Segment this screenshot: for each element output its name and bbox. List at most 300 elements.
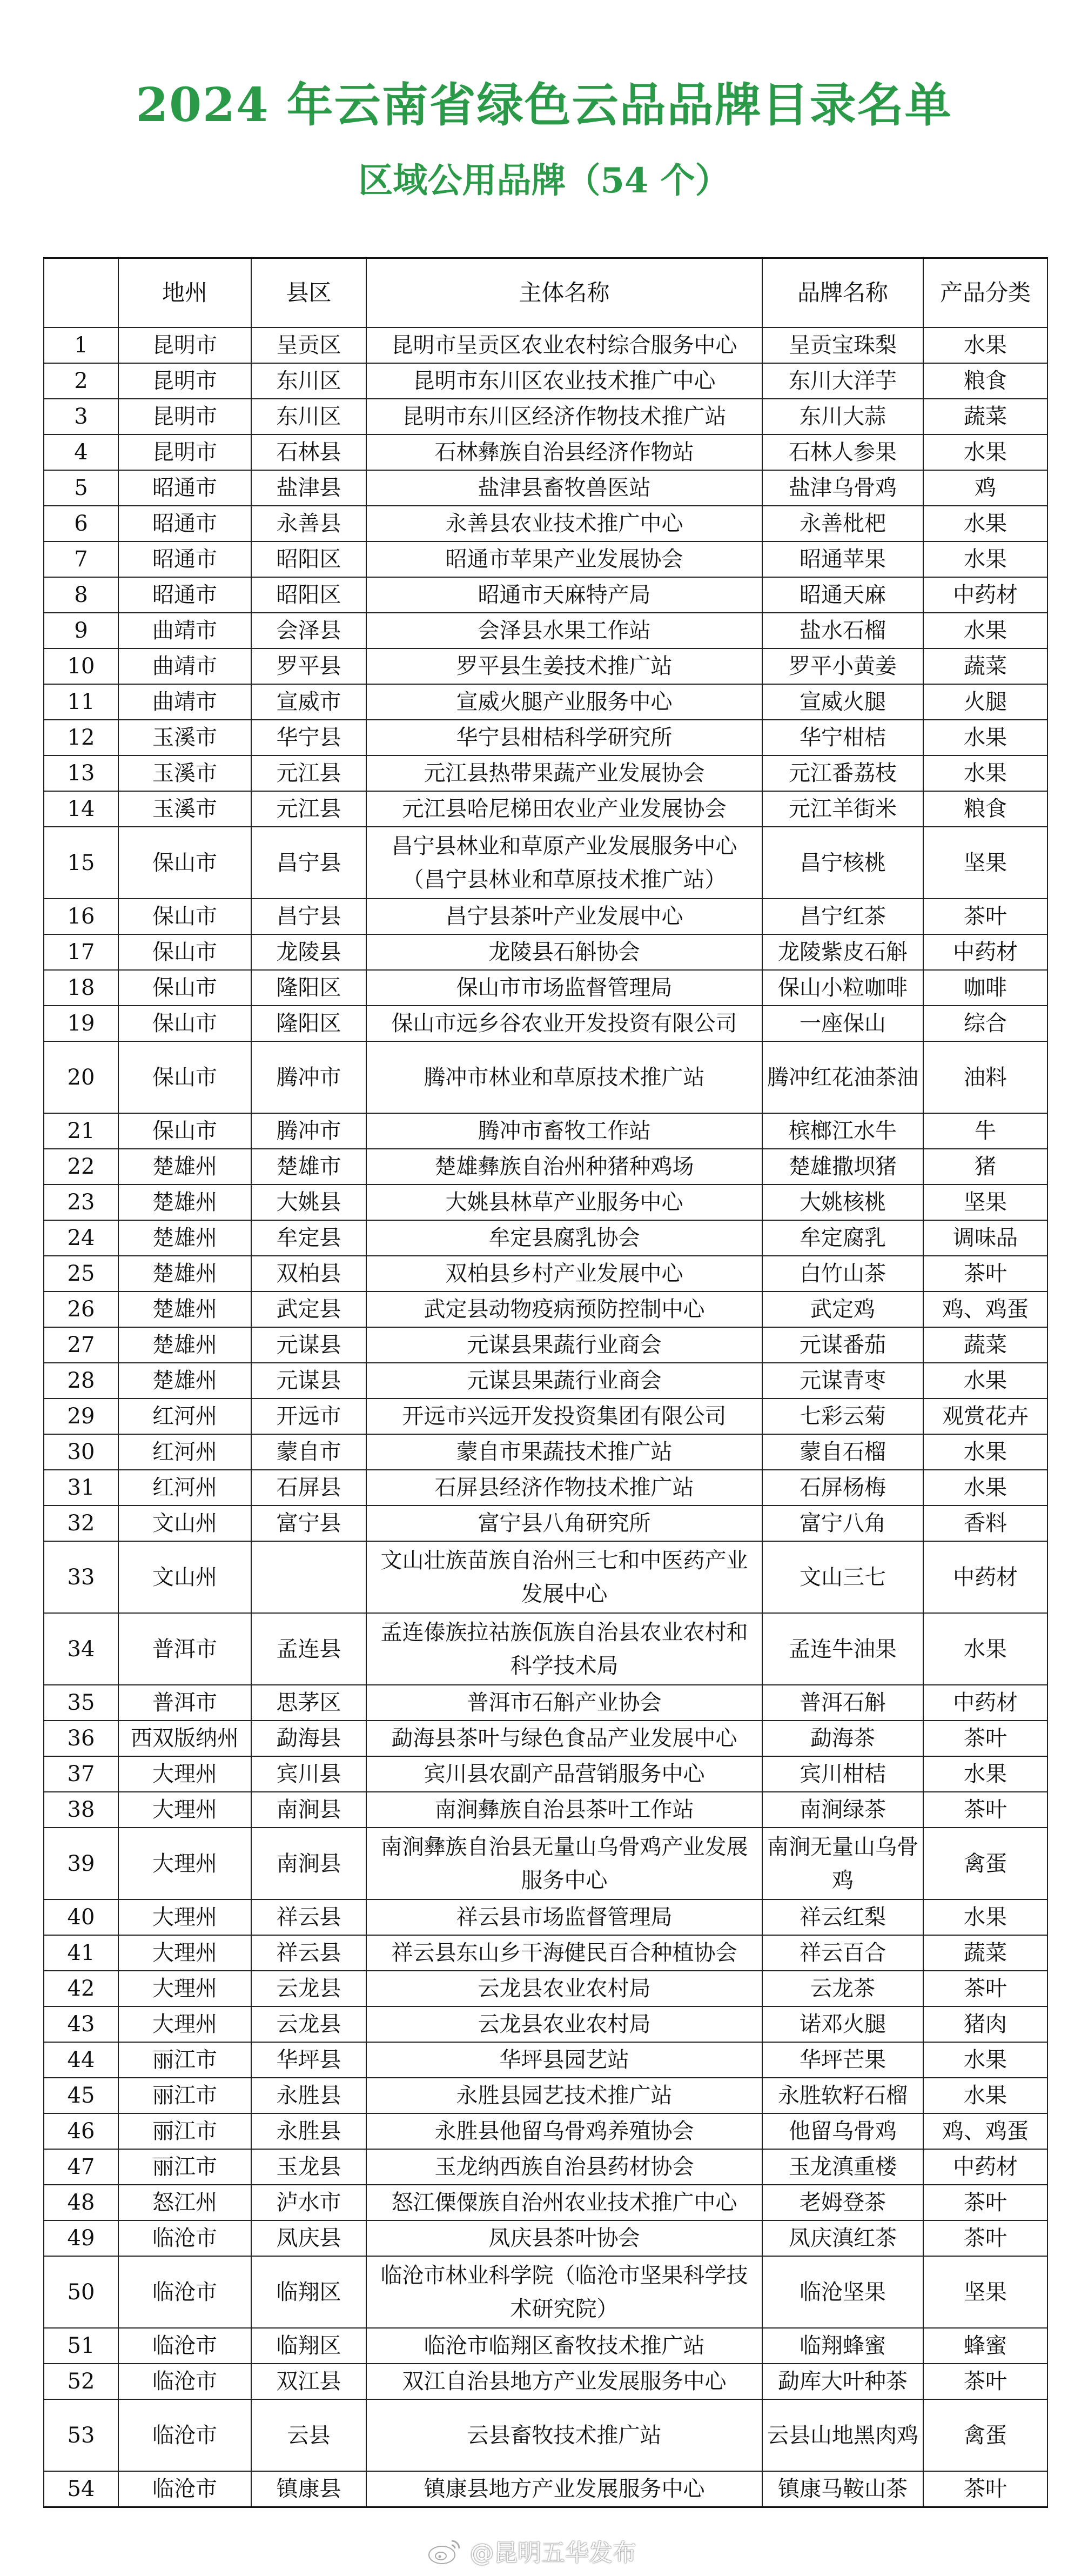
row-prefecture: 昭通市	[118, 470, 251, 506]
row-prefecture: 玉溪市	[118, 755, 251, 791]
row-brand: 元江番荔枝	[762, 755, 923, 791]
table-row	[44, 1220, 1047, 1256]
table-row	[44, 1756, 1047, 1792]
row-brand: 元谋番茄	[762, 1327, 923, 1363]
row-category: 茶叶	[923, 2364, 1047, 2399]
row-county: 泸水市	[251, 2185, 366, 2220]
row-entity: 文山壮族苗族自治州三七和中医药产业发展中心	[366, 1541, 762, 1613]
row-brand: 武定鸡	[762, 1292, 923, 1327]
row-brand: 楚雄撒坝猪	[762, 1149, 923, 1185]
row-index: 50	[44, 2256, 118, 2328]
row-prefecture: 文山州	[118, 1541, 251, 1613]
row-prefecture: 昆明市	[118, 399, 251, 434]
table-row	[44, 648, 1047, 684]
row-index: 16	[44, 899, 118, 934]
row-county: 昭阳区	[251, 541, 366, 577]
row-index: 30	[44, 1434, 118, 1470]
row-category: 调味品	[923, 1220, 1047, 1256]
table-row	[44, 2256, 1047, 2328]
table-row	[44, 1613, 1047, 1685]
row-entity: 盐津县畜牧兽医站	[366, 470, 762, 506]
row-county: 龙陵县	[251, 934, 366, 970]
table-body	[44, 327, 1047, 2507]
header-entity: 主体名称	[366, 258, 762, 328]
table-header-row	[44, 258, 1047, 328]
row-county: 昭阳区	[251, 577, 366, 613]
row-brand: 牟定腐乳	[762, 1220, 923, 1256]
row-county: 祥云县	[251, 1935, 366, 1971]
row-county: 蒙自市	[251, 1434, 366, 1470]
row-prefecture: 红河州	[118, 1470, 251, 1506]
table-row	[44, 2364, 1047, 2399]
table-row	[44, 2185, 1047, 2220]
row-entity: 祥云县市场监督管理局	[366, 1899, 762, 1935]
row-index: 29	[44, 1399, 118, 1434]
row-brand: 华宁柑桔	[762, 720, 923, 755]
row-county: 华坪县	[251, 2042, 366, 2078]
table-row	[44, 2399, 1047, 2471]
header-brand: 品牌名称	[762, 258, 923, 328]
row-category: 蔬菜	[923, 1327, 1047, 1363]
row-county: 东川区	[251, 399, 366, 434]
row-county: 昌宁县	[251, 899, 366, 934]
row-entity: 保山市远乡谷农业开发投资有限公司	[366, 1006, 762, 1041]
row-prefecture: 普洱市	[118, 1685, 251, 1721]
row-entity: 元江县哈尼梯田农业产业发展协会	[366, 791, 762, 827]
table-row	[44, 970, 1047, 1006]
row-brand: 富宁八角	[762, 1506, 923, 1541]
row-prefecture: 临沧市	[118, 2256, 251, 2328]
row-category: 水果	[923, 327, 1047, 363]
table-row	[44, 2006, 1047, 2042]
table-row	[44, 1685, 1047, 1721]
row-county: 隆阳区	[251, 1006, 366, 1041]
row-county: 元江县	[251, 791, 366, 827]
row-index: 54	[44, 2471, 118, 2507]
row-brand: 一座保山	[762, 1006, 923, 1041]
header-prefecture: 地州	[118, 258, 251, 328]
row-category: 水果	[923, 613, 1047, 648]
row-index: 43	[44, 2006, 118, 2042]
row-entity: 双柏县乡村产业发展中心	[366, 1256, 762, 1292]
table-row	[44, 827, 1047, 899]
row-category: 牛	[923, 1113, 1047, 1149]
row-prefecture: 普洱市	[118, 1613, 251, 1685]
row-prefecture: 楚雄州	[118, 1220, 251, 1256]
row-index: 22	[44, 1149, 118, 1185]
row-county: 东川区	[251, 363, 366, 399]
row-brand: 槟榔江水牛	[762, 1113, 923, 1149]
row-county: 云龙县	[251, 1971, 366, 2006]
row-prefecture: 保山市	[118, 1041, 251, 1113]
header-category: 产品分类	[923, 258, 1047, 328]
row-brand: 永善枇杷	[762, 506, 923, 541]
table-row	[44, 2113, 1047, 2149]
row-category: 水果	[923, 1434, 1047, 1470]
row-county: 盐津县	[251, 470, 366, 506]
table-row	[44, 2328, 1047, 2364]
row-prefecture: 昭通市	[118, 577, 251, 613]
row-category: 坚果	[923, 2256, 1047, 2328]
table-row	[44, 720, 1047, 755]
row-brand: 七彩云菊	[762, 1399, 923, 1434]
row-brand: 大姚核桃	[762, 1185, 923, 1220]
table-row	[44, 1935, 1047, 1971]
row-category: 咖啡	[923, 970, 1047, 1006]
row-index: 20	[44, 1041, 118, 1113]
row-brand: 盐津乌骨鸡	[762, 470, 923, 506]
table-row	[44, 1006, 1047, 1041]
row-index: 52	[44, 2364, 118, 2399]
table-row	[44, 1506, 1047, 1541]
row-category: 茶叶	[923, 1256, 1047, 1292]
row-prefecture: 楚雄州	[118, 1327, 251, 1363]
row-prefecture: 大理州	[118, 1756, 251, 1792]
row-index: 11	[44, 684, 118, 720]
row-brand: 临沧坚果	[762, 2256, 923, 2328]
row-prefecture: 临沧市	[118, 2328, 251, 2364]
document-title: 2024 年云南省绿色云品品牌目录名单	[136, 78, 952, 132]
watermark	[427, 2534, 636, 2567]
row-entity: 昭通市苹果产业发展协会	[366, 541, 762, 577]
row-entity: 富宁县八角研究所	[366, 1506, 762, 1541]
row-prefecture: 大理州	[118, 1935, 251, 1971]
row-prefecture: 保山市	[118, 899, 251, 934]
row-category: 茶叶	[923, 1721, 1047, 1756]
row-entity: 镇康县地方产业发展服务中心	[366, 2471, 762, 2507]
row-entity: 云县畜牧技术推广站	[366, 2399, 762, 2471]
row-brand: 诺邓火腿	[762, 2006, 923, 2042]
row-index: 2	[44, 363, 118, 399]
row-brand: 宾川柑桔	[762, 1756, 923, 1792]
table-row	[44, 470, 1047, 506]
row-index: 46	[44, 2113, 118, 2149]
row-prefecture: 临沧市	[118, 2399, 251, 2471]
row-brand: 盐水石榴	[762, 613, 923, 648]
row-brand: 勐海茶	[762, 1721, 923, 1756]
row-prefecture: 曲靖市	[118, 684, 251, 720]
row-brand: 永胜软籽石榴	[762, 2078, 923, 2113]
row-category: 茶叶	[923, 1971, 1047, 2006]
row-category: 综合	[923, 1006, 1047, 1041]
row-brand: 勐库大叶种茶	[762, 2364, 923, 2399]
row-prefecture: 大理州	[118, 1828, 251, 1899]
row-entity: 普洱市石斛产业协会	[366, 1685, 762, 1721]
row-county: 牟定县	[251, 1220, 366, 1256]
table-row	[44, 1399, 1047, 1434]
row-index: 23	[44, 1185, 118, 1220]
row-county: 永胜县	[251, 2113, 366, 2149]
row-brand: 玉龙滇重楼	[762, 2149, 923, 2185]
row-category: 水果	[923, 2042, 1047, 2078]
table-row	[44, 1113, 1047, 1149]
header-index	[44, 258, 118, 328]
row-brand: 昌宁红茶	[762, 899, 923, 934]
table-row	[44, 934, 1047, 970]
table-row	[44, 2078, 1047, 2113]
row-category: 水果	[923, 1470, 1047, 1506]
watermark-text: @昆明五华发布	[470, 2539, 636, 2567]
row-category: 坚果	[923, 1185, 1047, 1220]
row-entity: 龙陵县石斛协会	[366, 934, 762, 970]
row-county: 元谋县	[251, 1327, 366, 1363]
row-brand: 蒙自石榴	[762, 1434, 923, 1470]
row-brand: 昌宁核桃	[762, 827, 923, 899]
row-category: 禽蛋	[923, 2399, 1047, 2471]
row-entity: 华坪县园艺站	[366, 2042, 762, 2078]
row-category: 观赏花卉	[923, 1399, 1047, 1434]
row-county: 大姚县	[251, 1185, 366, 1220]
table-row	[44, 1041, 1047, 1113]
row-entity: 保山市市场监督管理局	[366, 970, 762, 1006]
row-brand: 罗平小黄姜	[762, 648, 923, 684]
row-index: 37	[44, 1756, 118, 1792]
row-entity: 元谋县果蔬行业商会	[366, 1327, 762, 1363]
row-index: 13	[44, 755, 118, 791]
row-prefecture: 昆明市	[118, 363, 251, 399]
row-entity: 牟定县腐乳协会	[366, 1220, 762, 1256]
table-row	[44, 1470, 1047, 1506]
row-entity: 永善县农业技术推广中心	[366, 506, 762, 541]
row-brand: 临翔蜂蜜	[762, 2328, 923, 2364]
table-row	[44, 399, 1047, 434]
row-entity: 怒江傈僳族自治州农业技术推广中心	[366, 2185, 762, 2220]
table-row	[44, 1256, 1047, 1292]
row-category: 蔬菜	[923, 648, 1047, 684]
row-entity: 华宁县柑桔科学研究所	[366, 720, 762, 755]
row-county: 双柏县	[251, 1256, 366, 1292]
row-county: 富宁县	[251, 1506, 366, 1541]
table-row	[44, 1828, 1047, 1899]
table-row	[44, 2042, 1047, 2078]
row-prefecture: 红河州	[118, 1399, 251, 1434]
row-county: 武定县	[251, 1292, 366, 1327]
row-prefecture: 曲靖市	[118, 648, 251, 684]
row-index: 12	[44, 720, 118, 755]
row-category: 粮食	[923, 791, 1047, 827]
table-row	[44, 1792, 1047, 1828]
row-brand: 石林人参果	[762, 434, 923, 470]
row-county	[251, 1541, 366, 1613]
row-entity: 武定县动物疫病预防控制中心	[366, 1292, 762, 1327]
row-category: 猪肉	[923, 2006, 1047, 2042]
row-index: 27	[44, 1327, 118, 1363]
row-entity: 宣威火腿产业服务中心	[366, 684, 762, 720]
row-county: 双江县	[251, 2364, 366, 2399]
row-category: 禽蛋	[923, 1828, 1047, 1899]
row-county: 勐海县	[251, 1721, 366, 1756]
row-index: 6	[44, 506, 118, 541]
row-entity: 昭通市天麻特产局	[366, 577, 762, 613]
row-brand: 龙陵紫皮石斛	[762, 934, 923, 970]
row-brand: 石屏杨梅	[762, 1470, 923, 1506]
row-entity: 凤庆县茶叶协会	[366, 2220, 762, 2256]
row-county: 腾冲市	[251, 1041, 366, 1113]
row-index: 34	[44, 1613, 118, 1685]
row-entity: 腾冲市畜牧工作站	[366, 1113, 762, 1149]
row-category: 茶叶	[923, 2220, 1047, 2256]
row-entity: 临沧市林业科学院（临沧市坚果科学技术研究院）	[366, 2256, 762, 2328]
document-subtitle: 区域公用品牌（54 个）	[358, 160, 730, 201]
row-brand: 普洱石斛	[762, 1685, 923, 1721]
row-category: 鸡	[923, 470, 1047, 506]
row-index: 28	[44, 1363, 118, 1399]
row-index: 33	[44, 1541, 118, 1613]
row-brand: 昭通天麻	[762, 577, 923, 613]
row-category: 粮食	[923, 363, 1047, 399]
row-brand: 呈贡宝珠梨	[762, 327, 923, 363]
row-entity: 云龙县农业农村局	[366, 2006, 762, 2042]
row-index: 47	[44, 2149, 118, 2185]
row-prefecture: 大理州	[118, 1971, 251, 2006]
row-category: 蔬菜	[923, 399, 1047, 434]
row-category: 中药材	[923, 934, 1047, 970]
row-index: 36	[44, 1721, 118, 1756]
row-county: 华宁县	[251, 720, 366, 755]
row-county: 南涧县	[251, 1828, 366, 1899]
row-category: 蔬菜	[923, 1935, 1047, 1971]
row-index: 53	[44, 2399, 118, 2471]
row-index: 44	[44, 2042, 118, 2078]
row-entity: 孟连傣族拉祜族佤族自治县农业农村和科学技术局	[366, 1613, 762, 1685]
row-category: 鸡、鸡蛋	[923, 1292, 1047, 1327]
row-county: 祥云县	[251, 1899, 366, 1935]
row-brand: 昭通苹果	[762, 541, 923, 577]
row-entity: 昆明市呈贡区农业农村综合服务中心	[366, 327, 762, 363]
row-index: 15	[44, 827, 118, 899]
row-index: 17	[44, 934, 118, 970]
table-row	[44, 1292, 1047, 1327]
row-category: 猪	[923, 1149, 1047, 1185]
row-brand: 宣威火腿	[762, 684, 923, 720]
row-index: 51	[44, 2328, 118, 2364]
table-row	[44, 1541, 1047, 1613]
row-prefecture: 丽江市	[118, 2078, 251, 2113]
table-row	[44, 1899, 1047, 1935]
row-prefecture: 大理州	[118, 1899, 251, 1935]
row-prefecture: 玉溪市	[118, 791, 251, 827]
row-category: 水果	[923, 1363, 1047, 1399]
row-prefecture: 楚雄州	[118, 1185, 251, 1220]
row-entity: 南涧彝族自治县茶叶工作站	[366, 1792, 762, 1828]
row-county: 宾川县	[251, 1756, 366, 1792]
row-index: 5	[44, 470, 118, 506]
row-index: 42	[44, 1971, 118, 2006]
row-category: 中药材	[923, 577, 1047, 613]
table-row	[44, 363, 1047, 399]
row-entity: 罗平县生姜技术推广站	[366, 648, 762, 684]
row-entity: 宾川县农副产品营销服务中心	[366, 1756, 762, 1792]
row-index: 40	[44, 1899, 118, 1935]
row-entity: 临沧市临翔区畜牧技术推广站	[366, 2328, 762, 2364]
row-index: 31	[44, 1470, 118, 1506]
row-county: 会泽县	[251, 613, 366, 648]
row-category: 油料	[923, 1041, 1047, 1113]
row-category: 中药材	[923, 1685, 1047, 1721]
row-prefecture: 大理州	[118, 2006, 251, 2042]
row-prefecture: 昭通市	[118, 506, 251, 541]
row-brand: 腾冲红花油茶油	[762, 1041, 923, 1113]
row-entity: 会泽县水果工作站	[366, 613, 762, 648]
row-category: 中药材	[923, 1541, 1047, 1613]
brand-list-table	[43, 257, 1048, 2508]
row-index: 18	[44, 970, 118, 1006]
row-category: 水果	[923, 720, 1047, 755]
row-entity: 大姚县林草产业服务中心	[366, 1185, 762, 1220]
table-row	[44, 1185, 1047, 1220]
row-category: 水果	[923, 434, 1047, 470]
row-prefecture: 楚雄州	[118, 1292, 251, 1327]
row-brand: 东川大蒜	[762, 399, 923, 434]
table-row	[44, 1721, 1047, 1756]
row-index: 32	[44, 1506, 118, 1541]
row-prefecture: 昆明市	[118, 327, 251, 363]
row-index: 14	[44, 791, 118, 827]
row-prefecture: 楚雄州	[118, 1363, 251, 1399]
row-category: 水果	[923, 506, 1047, 541]
table-row	[44, 2149, 1047, 2185]
row-prefecture: 怒江州	[118, 2185, 251, 2220]
row-county: 南涧县	[251, 1792, 366, 1828]
row-brand: 南涧无量山乌骨鸡	[762, 1828, 923, 1899]
row-index: 8	[44, 577, 118, 613]
table-row	[44, 1149, 1047, 1185]
row-county: 玉龙县	[251, 2149, 366, 2185]
table-row	[44, 684, 1047, 720]
row-county: 永胜县	[251, 2078, 366, 2113]
row-category: 茶叶	[923, 2185, 1047, 2220]
row-county: 石林县	[251, 434, 366, 470]
row-county: 石屏县	[251, 1470, 366, 1506]
table-row	[44, 506, 1047, 541]
row-prefecture: 玉溪市	[118, 720, 251, 755]
row-index: 21	[44, 1113, 118, 1149]
row-index: 38	[44, 1792, 118, 1828]
row-index: 3	[44, 399, 118, 434]
row-index: 45	[44, 2078, 118, 2113]
row-county: 元谋县	[251, 1363, 366, 1399]
row-prefecture: 丽江市	[118, 2113, 251, 2149]
row-brand: 祥云百合	[762, 1935, 923, 1971]
row-category: 水果	[923, 1613, 1047, 1685]
row-brand: 文山三七	[762, 1541, 923, 1613]
row-prefecture: 临沧市	[118, 2220, 251, 2256]
row-entity: 蒙自市果蔬技术推广站	[366, 1434, 762, 1470]
row-county: 元江县	[251, 755, 366, 791]
row-prefecture: 西双版纳州	[118, 1721, 251, 1756]
table-row	[44, 2220, 1047, 2256]
row-county: 腾冲市	[251, 1113, 366, 1149]
row-brand: 元江羊街米	[762, 791, 923, 827]
row-brand: 白竹山茶	[762, 1256, 923, 1292]
row-entity: 南涧彝族自治县无量山乌骨鸡产业发展服务中心	[366, 1828, 762, 1899]
table-row	[44, 327, 1047, 363]
row-entity: 腾冲市林业和草原技术推广站	[366, 1041, 762, 1113]
row-category: 坚果	[923, 827, 1047, 899]
row-entity: 玉龙纳西族自治县药材协会	[366, 2149, 762, 2185]
row-entity: 昌宁县茶叶产业发展中心	[366, 899, 762, 934]
row-entity: 元江县热带果蔬产业发展协会	[366, 755, 762, 791]
row-entity: 元谋县果蔬行业商会	[366, 1363, 762, 1399]
row-prefecture: 楚雄州	[118, 1256, 251, 1292]
row-entity: 昆明市东川区经济作物技术推广站	[366, 399, 762, 434]
row-prefecture: 保山市	[118, 1006, 251, 1041]
row-prefecture: 临沧市	[118, 2471, 251, 2507]
row-prefecture: 楚雄州	[118, 1149, 251, 1185]
row-entity: 昌宁县林业和草原产业发展服务中心（昌宁县林业和草原技术推广站）	[366, 827, 762, 899]
row-county: 镇康县	[251, 2471, 366, 2507]
table-row	[44, 1327, 1047, 1363]
